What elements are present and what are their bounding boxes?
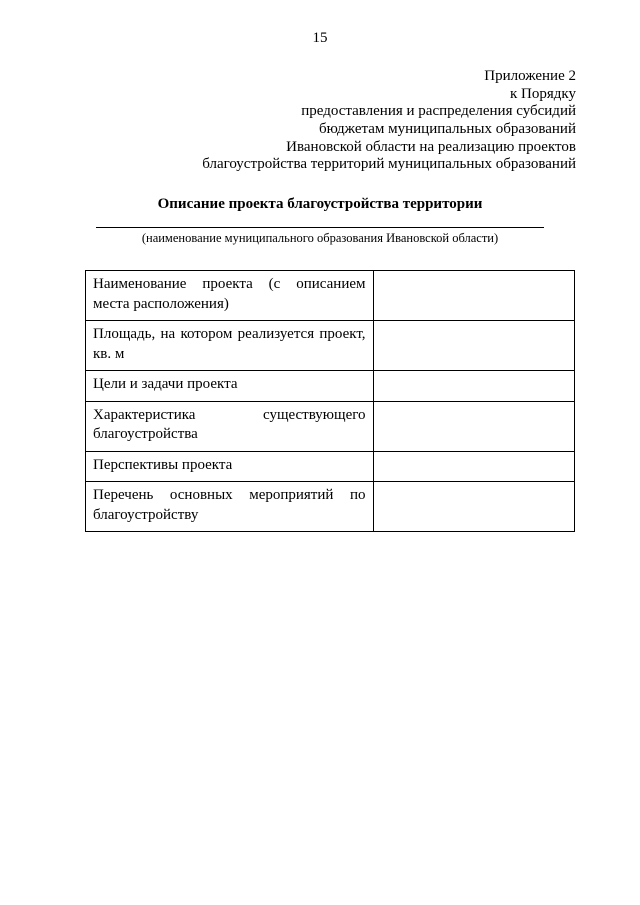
appendix-line: Ивановской области на реализацию проектов (286, 138, 576, 155)
row-value-cell (373, 401, 574, 451)
row-value-cell (373, 451, 574, 482)
appendix-line: Приложение 2 (484, 68, 576, 84)
fill-in-underline (96, 213, 544, 228)
underline-caption: (наименование муниципального образования Ивановской области) (141, 231, 499, 246)
table-row (86, 401, 575, 451)
appendix-line: к Порядку (510, 85, 576, 102)
table-row (86, 321, 575, 371)
table-row (86, 451, 575, 482)
row-label-cell: Площадь, на котором реализуется проект, кв. м (86, 321, 374, 371)
appendix-line: благоустройства территорий муниципальных образований (202, 156, 576, 173)
row-value-cell (373, 321, 574, 371)
row-value-cell (373, 371, 574, 402)
appendix-line: бюджетам муниципальных образований (318, 121, 576, 138)
appendix-header (0, 68, 640, 174)
table-row (86, 371, 575, 402)
row-label-cell: Характеристика существующего благоустройства (86, 401, 374, 451)
table-row (86, 271, 575, 321)
row-label-cell: Наименование проекта (с описанием места расположения) (86, 271, 374, 321)
appendix-line: предоставления и распределения субсидий (301, 103, 576, 120)
row-label-cell: Перечень основных мероприятий по благоустройству (86, 482, 374, 532)
row-label-cell: Цели и задачи проекта (86, 371, 374, 402)
table-row (86, 482, 575, 532)
row-value-cell (373, 482, 574, 532)
page-title: Описание проекта благоустройства территории (157, 196, 483, 213)
row-value-cell (373, 271, 574, 321)
project-description-table (85, 270, 575, 532)
row-label-cell: Перспективы проекта (86, 451, 374, 482)
page-number: 15 (312, 30, 328, 46)
